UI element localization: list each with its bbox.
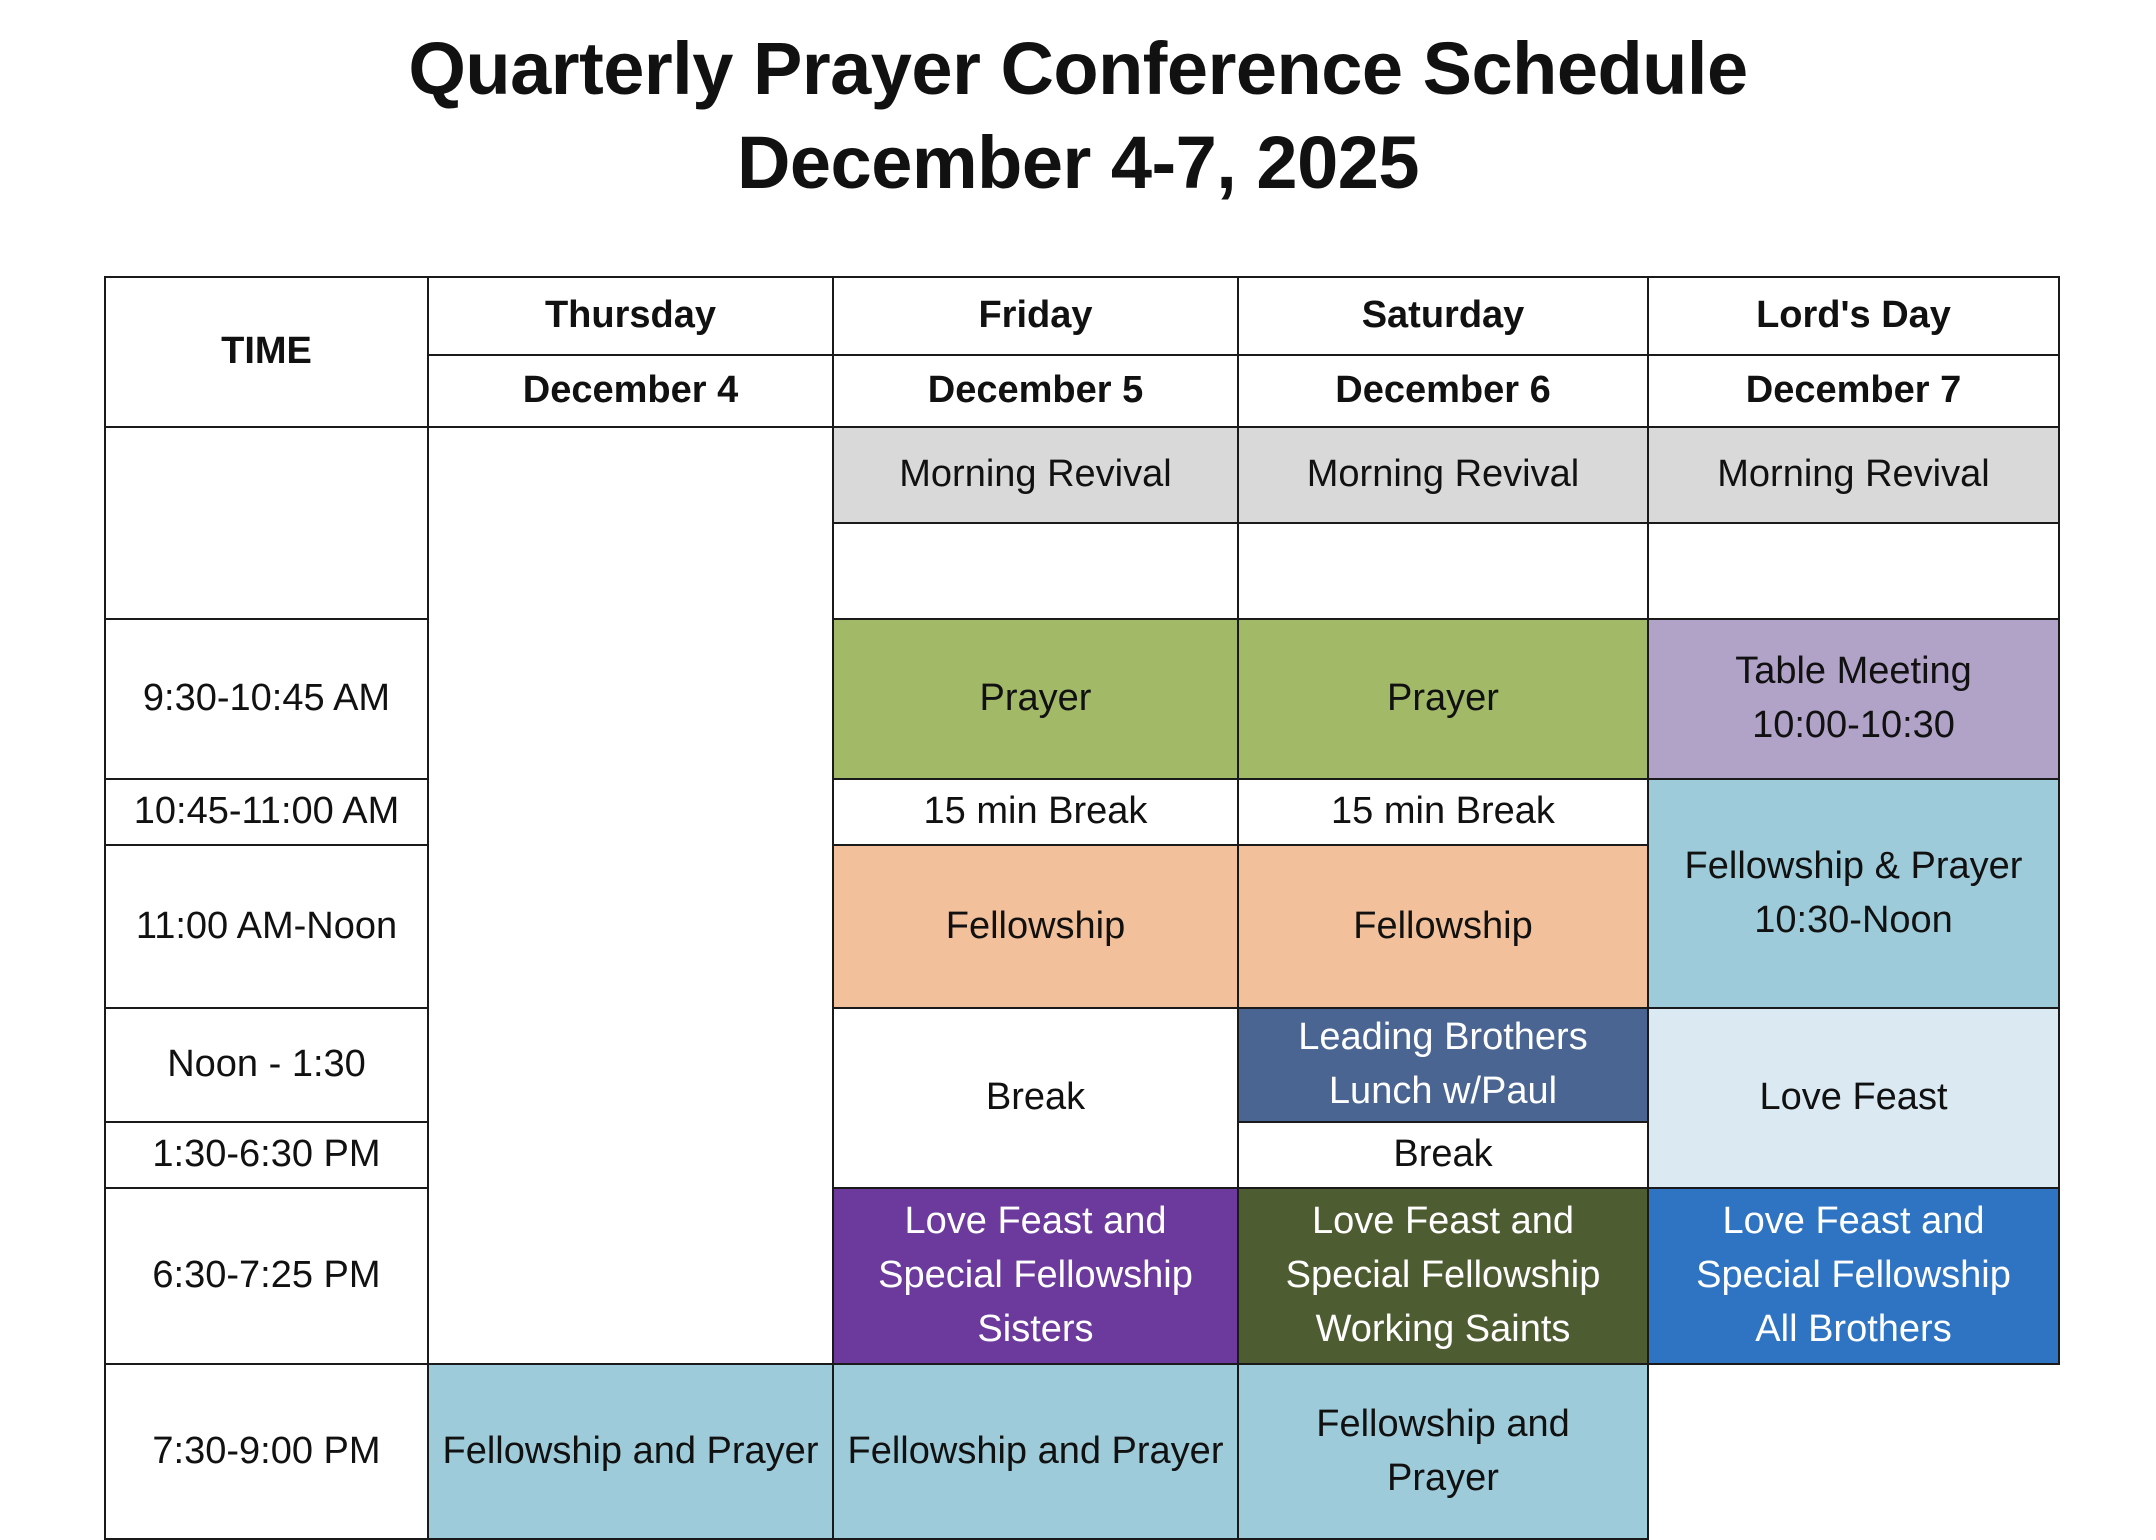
table-row — [105, 1008, 2061, 1122]
saturday-blank-cell — [1238, 523, 1648, 619]
thursday-daytime-empty — [428, 427, 833, 1364]
event-lords-day-love-feast: Love Feast — [1648, 1008, 2059, 1188]
table-row — [105, 427, 2061, 523]
event-friday-fellowship-and-prayer: Fellowship and Prayer — [833, 1364, 1238, 1539]
event-line: Fellowship & Prayer — [1684, 844, 2023, 887]
page-title: Quarterly Prayer Conference Schedule — [408, 27, 1748, 110]
event-line: Prayer — [1387, 1456, 1499, 1499]
table-row — [105, 1364, 2061, 1539]
event-friday-15-min-break: 15 min Break — [833, 779, 1238, 845]
event-lords-day-morning-revival: Morning Revival — [1648, 427, 2059, 523]
time-cell: 1:30-6:30 PM — [105, 1122, 428, 1188]
header-row-days — [105, 277, 2061, 355]
event-line: Fellowship and — [1316, 1402, 1570, 1445]
time-cell: 10:45-11:00 AM — [105, 779, 428, 845]
event-friday-break: Break — [833, 1008, 1238, 1188]
table-row — [105, 779, 2061, 845]
friday-blank-cell — [833, 523, 1238, 619]
event-line: Leading Brothers — [1298, 1016, 1588, 1059]
lords-day-evening-empty — [2059, 1188, 2061, 1364]
event-thursday-fellowship-and-prayer: Fellowship and Prayer — [428, 1364, 833, 1539]
date-header-thursday: December 4 — [428, 355, 833, 427]
time-cell: Noon - 1:30 — [105, 1008, 428, 1122]
table-row — [105, 1188, 2061, 1364]
day-header-lords-day: Lord's Day — [1648, 277, 2059, 355]
event-friday-morning-revival: Morning Revival — [833, 427, 1238, 523]
event-saturday-morning-revival: Morning Revival — [1238, 427, 1648, 523]
event-line: Love Feast and — [904, 1200, 1167, 1243]
time-header: TIME — [105, 277, 428, 427]
date-header-saturday: December 6 — [1238, 355, 1648, 427]
day-header-friday: Friday — [833, 277, 1238, 355]
event-line: Working Saints — [1315, 1307, 1571, 1350]
schedule-table — [104, 276, 2062, 1540]
date-header-friday: December 5 — [833, 355, 1238, 427]
time-cell: 7:30-9:00 PM — [105, 1364, 428, 1539]
event-line: 10:30-Noon — [1754, 898, 1953, 941]
event-line: Lunch w/Paul — [1328, 1070, 1558, 1112]
page-subtitle-dates: December 4-7, 2025 — [736, 121, 1420, 204]
event-line: All Brothers — [1755, 1307, 1952, 1350]
day-header-saturday: Saturday — [1238, 277, 1648, 355]
event-friday-love-feast-working-saints — [1238, 1188, 1648, 1364]
event-saturday-prayer: Prayer — [1238, 619, 1648, 779]
event-thursday-love-feast-sisters — [833, 1188, 1238, 1364]
day-header-thursday: Thursday — [428, 277, 833, 355]
event-line: 10:00-10:30 — [1752, 704, 1955, 746]
event-saturday-leading-brothers-lunch — [1238, 1008, 1648, 1122]
event-line: Table Meeting — [1735, 650, 1972, 693]
event-saturday-fellowship: Fellowship — [1238, 845, 1648, 1008]
event-line: Love Feast and — [1722, 1200, 1985, 1243]
table-row — [105, 619, 2061, 779]
date-header-lords-day: December 7 — [1648, 355, 2059, 427]
time-cell-empty — [105, 427, 428, 619]
time-cell: 9:30-10:45 AM — [105, 619, 428, 779]
event-line: Love Feast and — [1312, 1200, 1574, 1243]
event-friday-fellowship: Fellowship — [833, 845, 1238, 1008]
event-line: Special Fellowship — [878, 1254, 1193, 1297]
lords-day-blank-cell — [1648, 523, 2059, 619]
event-line: Special Fellowship — [1285, 1254, 1601, 1297]
time-cell: 11:00 AM-Noon — [105, 845, 428, 1008]
event-friday-prayer: Prayer — [833, 619, 1238, 779]
event-line: Special Fellowship — [1696, 1254, 2011, 1297]
event-saturday-15-min-break: 15 min Break — [1238, 779, 1648, 845]
event-saturday-fellowship-and-prayer — [1238, 1364, 1648, 1539]
event-lords-day-fellowship-prayer — [1648, 779, 2059, 1008]
event-saturday-break: Break — [1238, 1122, 1648, 1188]
event-lords-day-table-meeting — [1648, 619, 2059, 779]
event-line: Sisters — [977, 1307, 1094, 1350]
lords-day-late-empty — [1648, 1364, 2059, 1539]
event-saturday-love-feast-all-brothers — [1648, 1188, 2059, 1364]
time-cell: 6:30-7:25 PM — [105, 1188, 428, 1364]
